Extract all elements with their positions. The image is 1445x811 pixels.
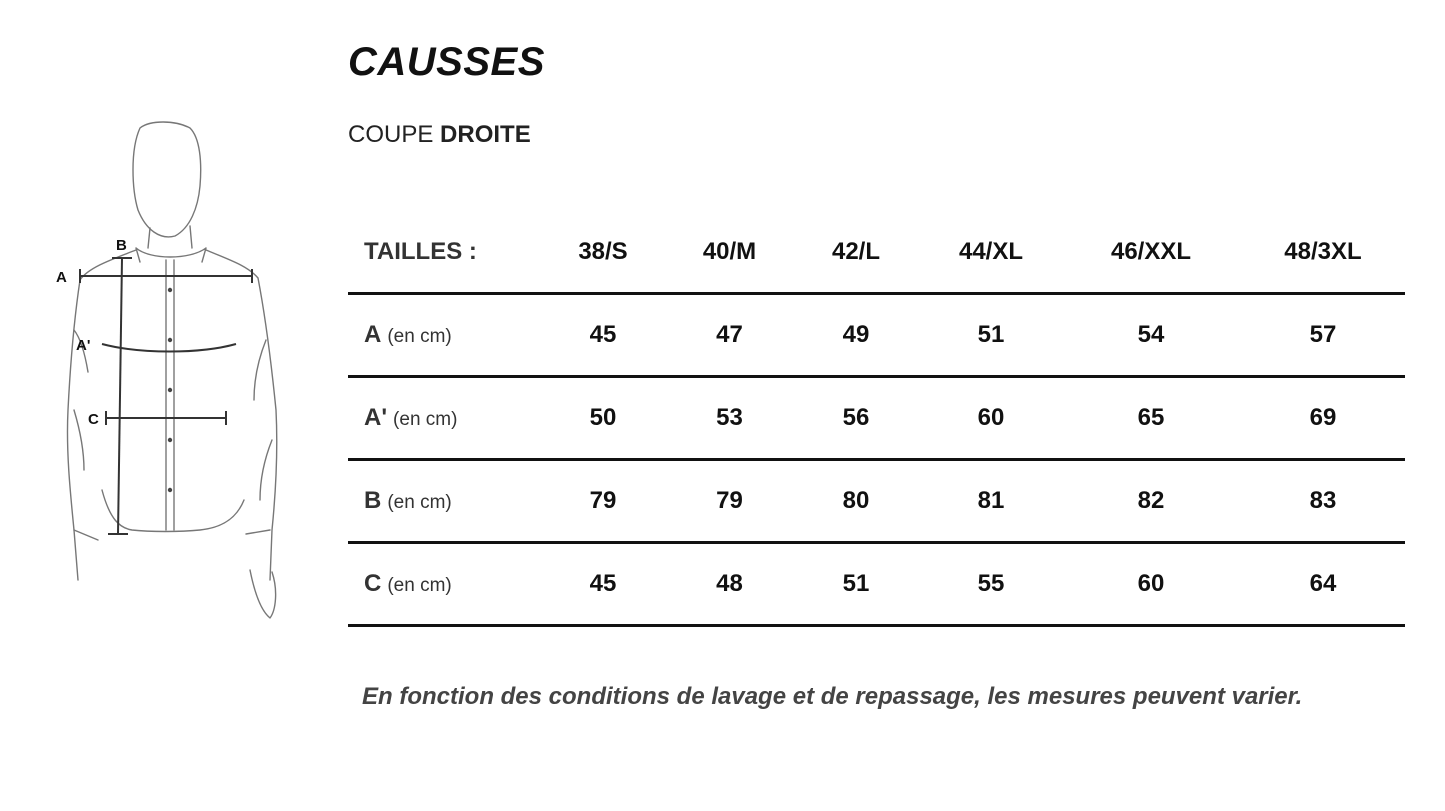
placket-buttons [168,288,172,492]
fit-type: DROITE [440,121,531,148]
size-header-row [348,212,1405,294]
measurement-value: 53 [668,377,791,460]
measurement-row [348,543,1405,626]
collar-outline [136,248,206,262]
measurement-value: 83 [1241,460,1405,543]
size-header: 42/L [831,238,881,265]
row-label [348,460,538,543]
row-label-letter: A [364,321,382,348]
shirt-illustration [40,110,300,630]
row-label-letter: C [364,570,382,597]
measurement-value: 51 [791,543,921,626]
size-header: 46/XXL [1110,238,1192,265]
measure-line-b [118,258,122,534]
size-table [348,212,1405,627]
measurement-value: 51 [921,294,1061,377]
measurement-value: 69 [1241,377,1405,460]
size-header: 48/3XL [1284,238,1362,265]
shirt-body-outline [67,250,276,580]
hand-outline [250,570,276,618]
measurement-value: 79 [538,460,668,543]
label-b: B [116,237,127,254]
measurement-row [348,460,1405,543]
care-note: En fonction des conditions de lavage et de repassage, les mesures peuvent varier. [362,683,1303,710]
row-label-letter: B [364,487,382,514]
label-a-prime: A' [76,337,91,354]
measurement-value: 55 [921,543,1061,626]
measurement-value: 82 [1061,460,1241,543]
row-unit: (en cm) [387,492,452,513]
measurement-value: 81 [921,460,1061,543]
shirt-measurement-diagram [40,110,300,630]
size-header: 44/XL [958,238,1024,265]
row-label-letter: A' [364,404,388,431]
measurement-value: 56 [791,377,921,460]
fit-description [348,121,531,149]
measurement-value: 47 [668,294,791,377]
measurement-value: 48 [668,543,791,626]
measurement-value: 80 [791,460,921,543]
shirt-hem-outline [102,490,244,532]
row-unit: (en cm) [387,575,452,596]
row-label [348,294,538,377]
measurement-value: 49 [791,294,921,377]
measurement-value: 54 [1061,294,1241,377]
measurement-value: 45 [538,294,668,377]
size-header-label: TAILLES : [364,238,477,265]
measurement-value: 64 [1241,543,1405,626]
measurement-value: 60 [1061,543,1241,626]
label-a: A [56,269,67,286]
row-unit: (en cm) [387,326,452,347]
measurement-value: 79 [668,460,791,543]
row-label [348,377,538,460]
sleeve-folds [74,330,272,500]
product-title: CAUSSES [348,40,545,84]
measurement-value: 50 [538,377,668,460]
size-header: 40/M [702,238,757,265]
measurement-row [348,377,1405,460]
head-outline [133,122,201,237]
measure-line-a-prime [102,344,236,352]
measurement-value: 65 [1061,377,1241,460]
label-c: C [88,411,99,428]
measurement-value: 60 [921,377,1061,460]
fit-prefix: COUPE [348,121,434,148]
row-unit: (en cm) [393,409,458,430]
measurement-value: 57 [1241,294,1405,377]
size-header: 38/S [578,238,628,265]
row-label [348,543,538,626]
measurement-value: 45 [538,543,668,626]
measurement-row [348,294,1405,377]
